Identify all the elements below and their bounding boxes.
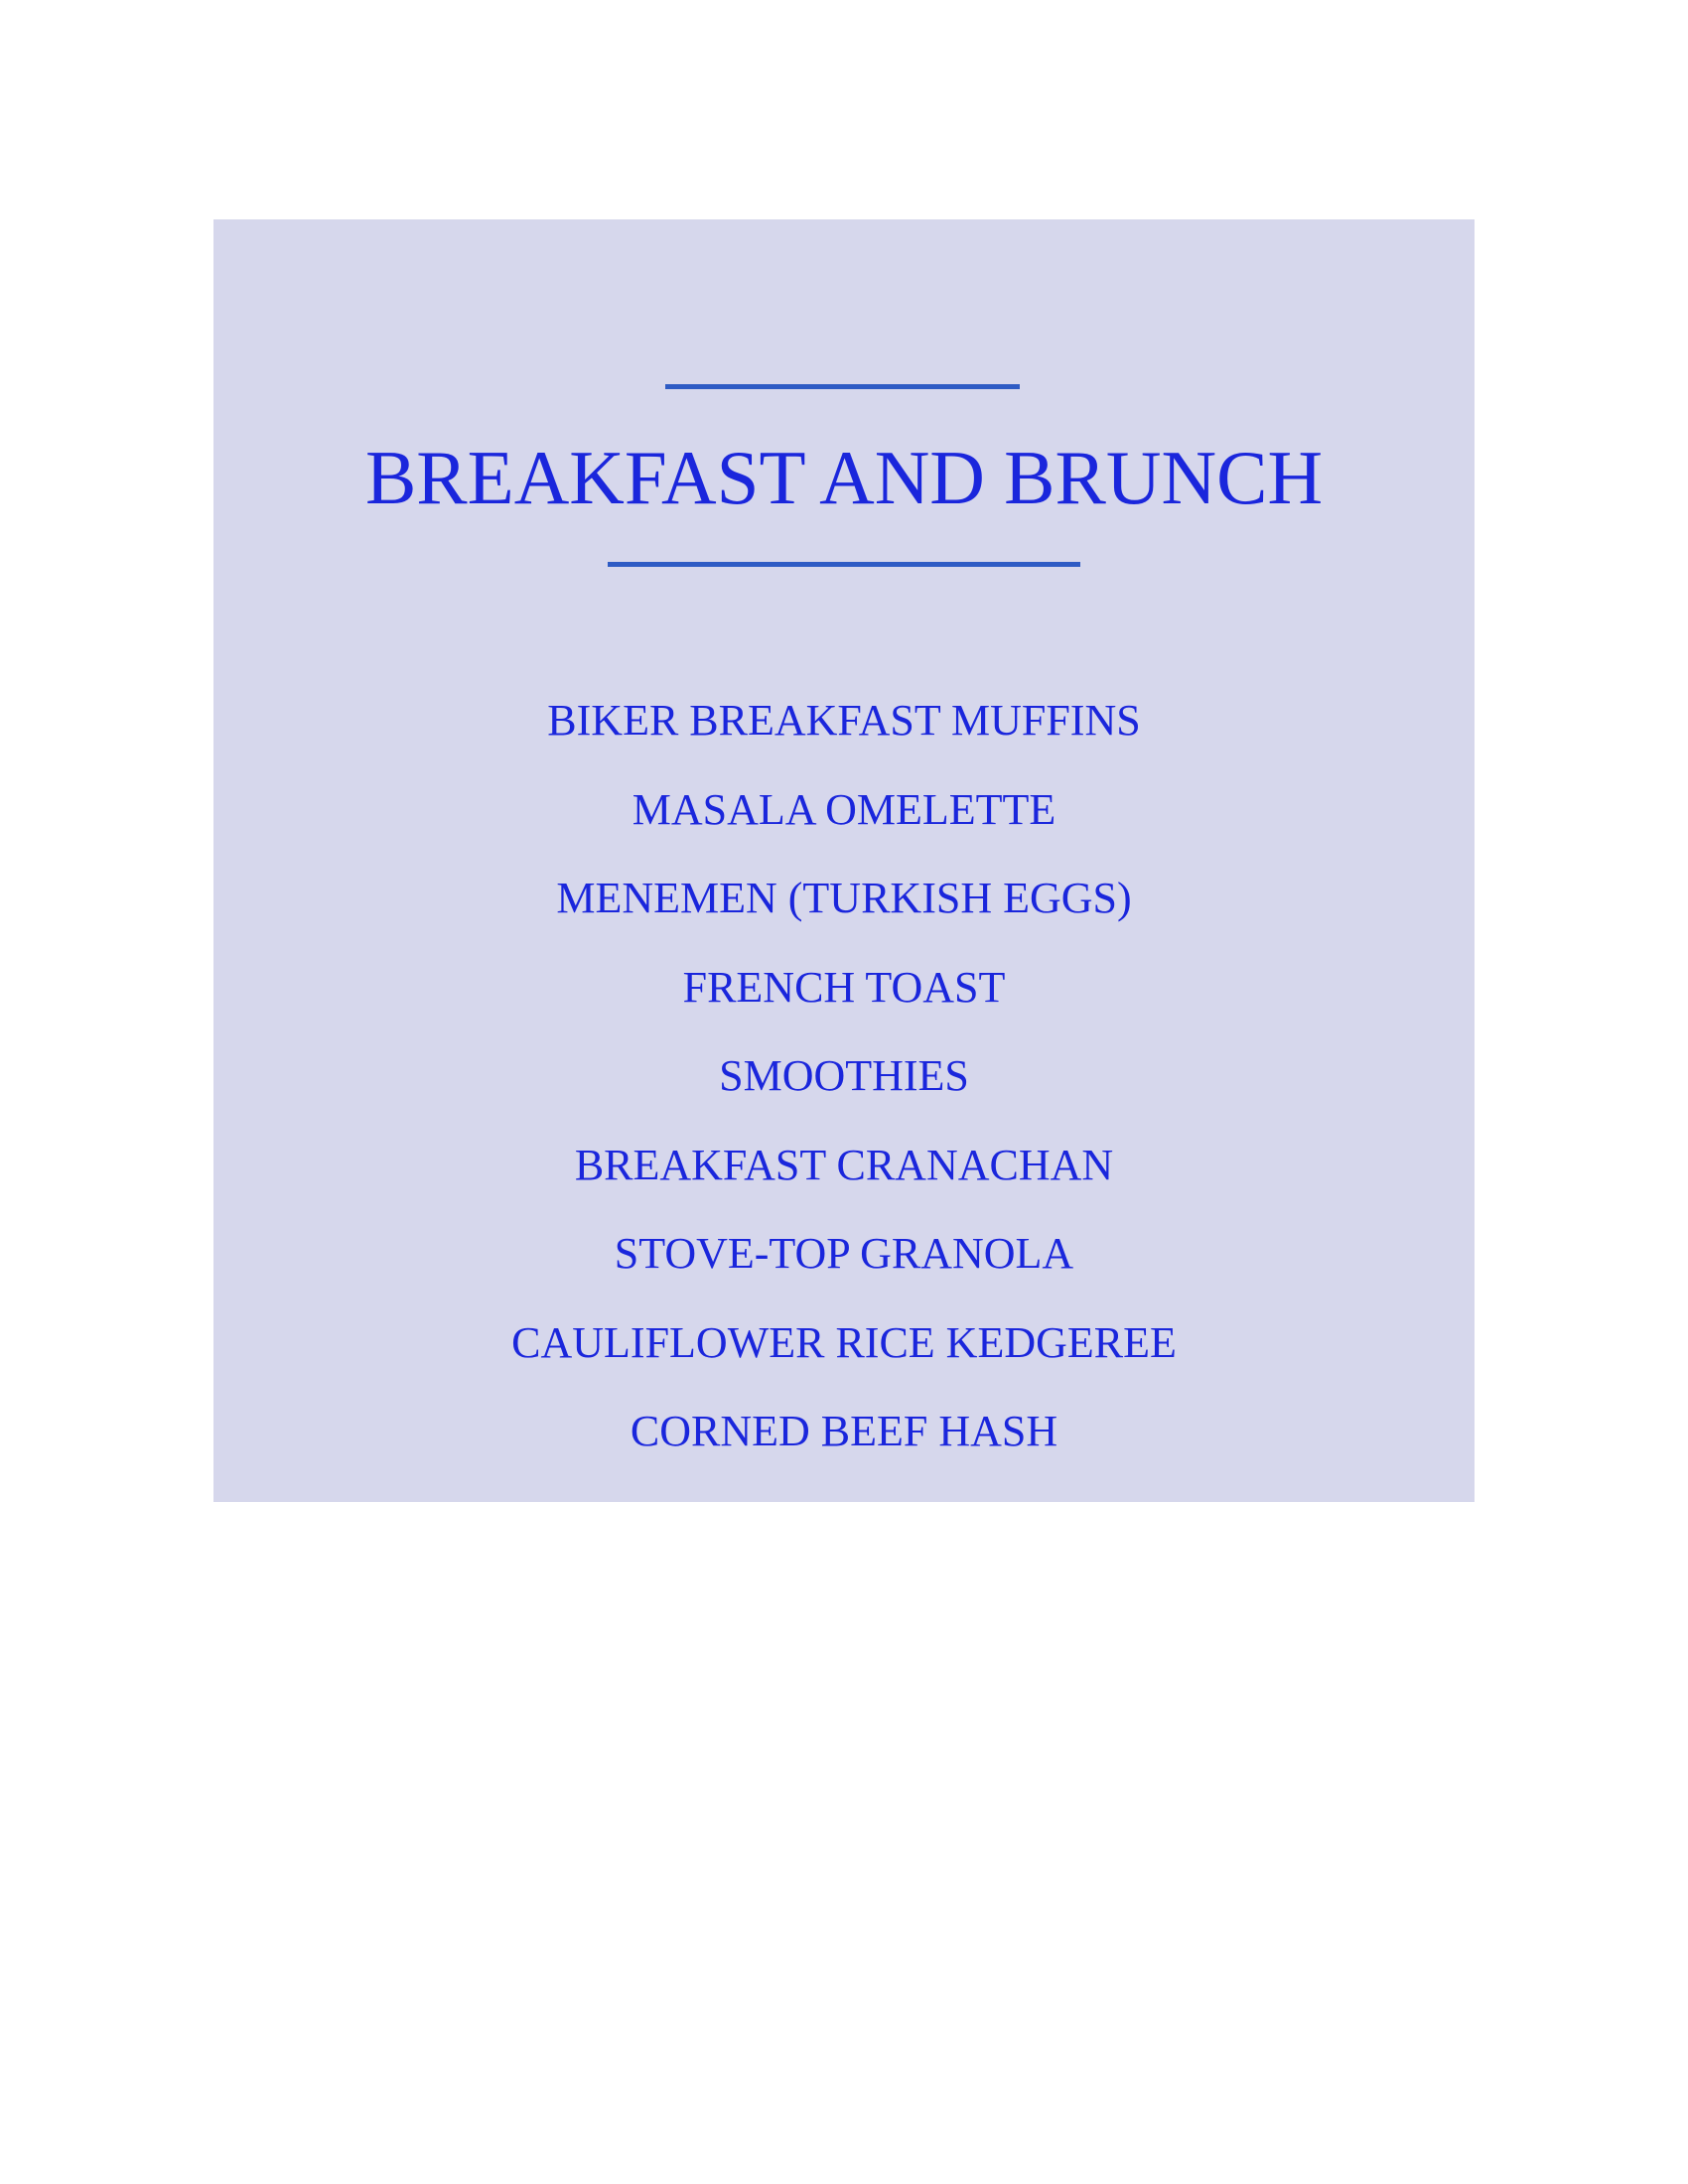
recipe-item-french-toast: FRENCH TOAST [682,962,1006,1012]
recipe-item-cauliflower-rice-kedgeree: CAULIFLOWER RICE KEDGEREE [511,1317,1177,1367]
recipe-item-stove-top-granola: STOVE-TOP GRANOLA [614,1229,1074,1278]
recipe-item-corned-beef-hash: CORNED BEEF HASH [630,1407,1058,1455]
recipe-list [213,691,1475,1491]
recipe-item-masala-omelette: MASALA OMELETTE [632,784,1056,834]
recipe-item-menemen: MENEMEN (TURKISH EGGS) [556,874,1132,922]
title-top-rule [665,384,1020,389]
chapter-panel [213,219,1475,1502]
title-bottom-rule [608,562,1080,567]
recipe-item-biker-breakfast-muffins: BIKER BREAKFAST MUFFINS [547,696,1141,745]
chapter-title: BREAKFAST AND BRUNCH [364,435,1324,520]
recipe-item-smoothies: SMOOTHIES [719,1051,969,1100]
recipe-item-breakfast-cranachan: BREAKFAST CRANACHAN [574,1140,1114,1189]
